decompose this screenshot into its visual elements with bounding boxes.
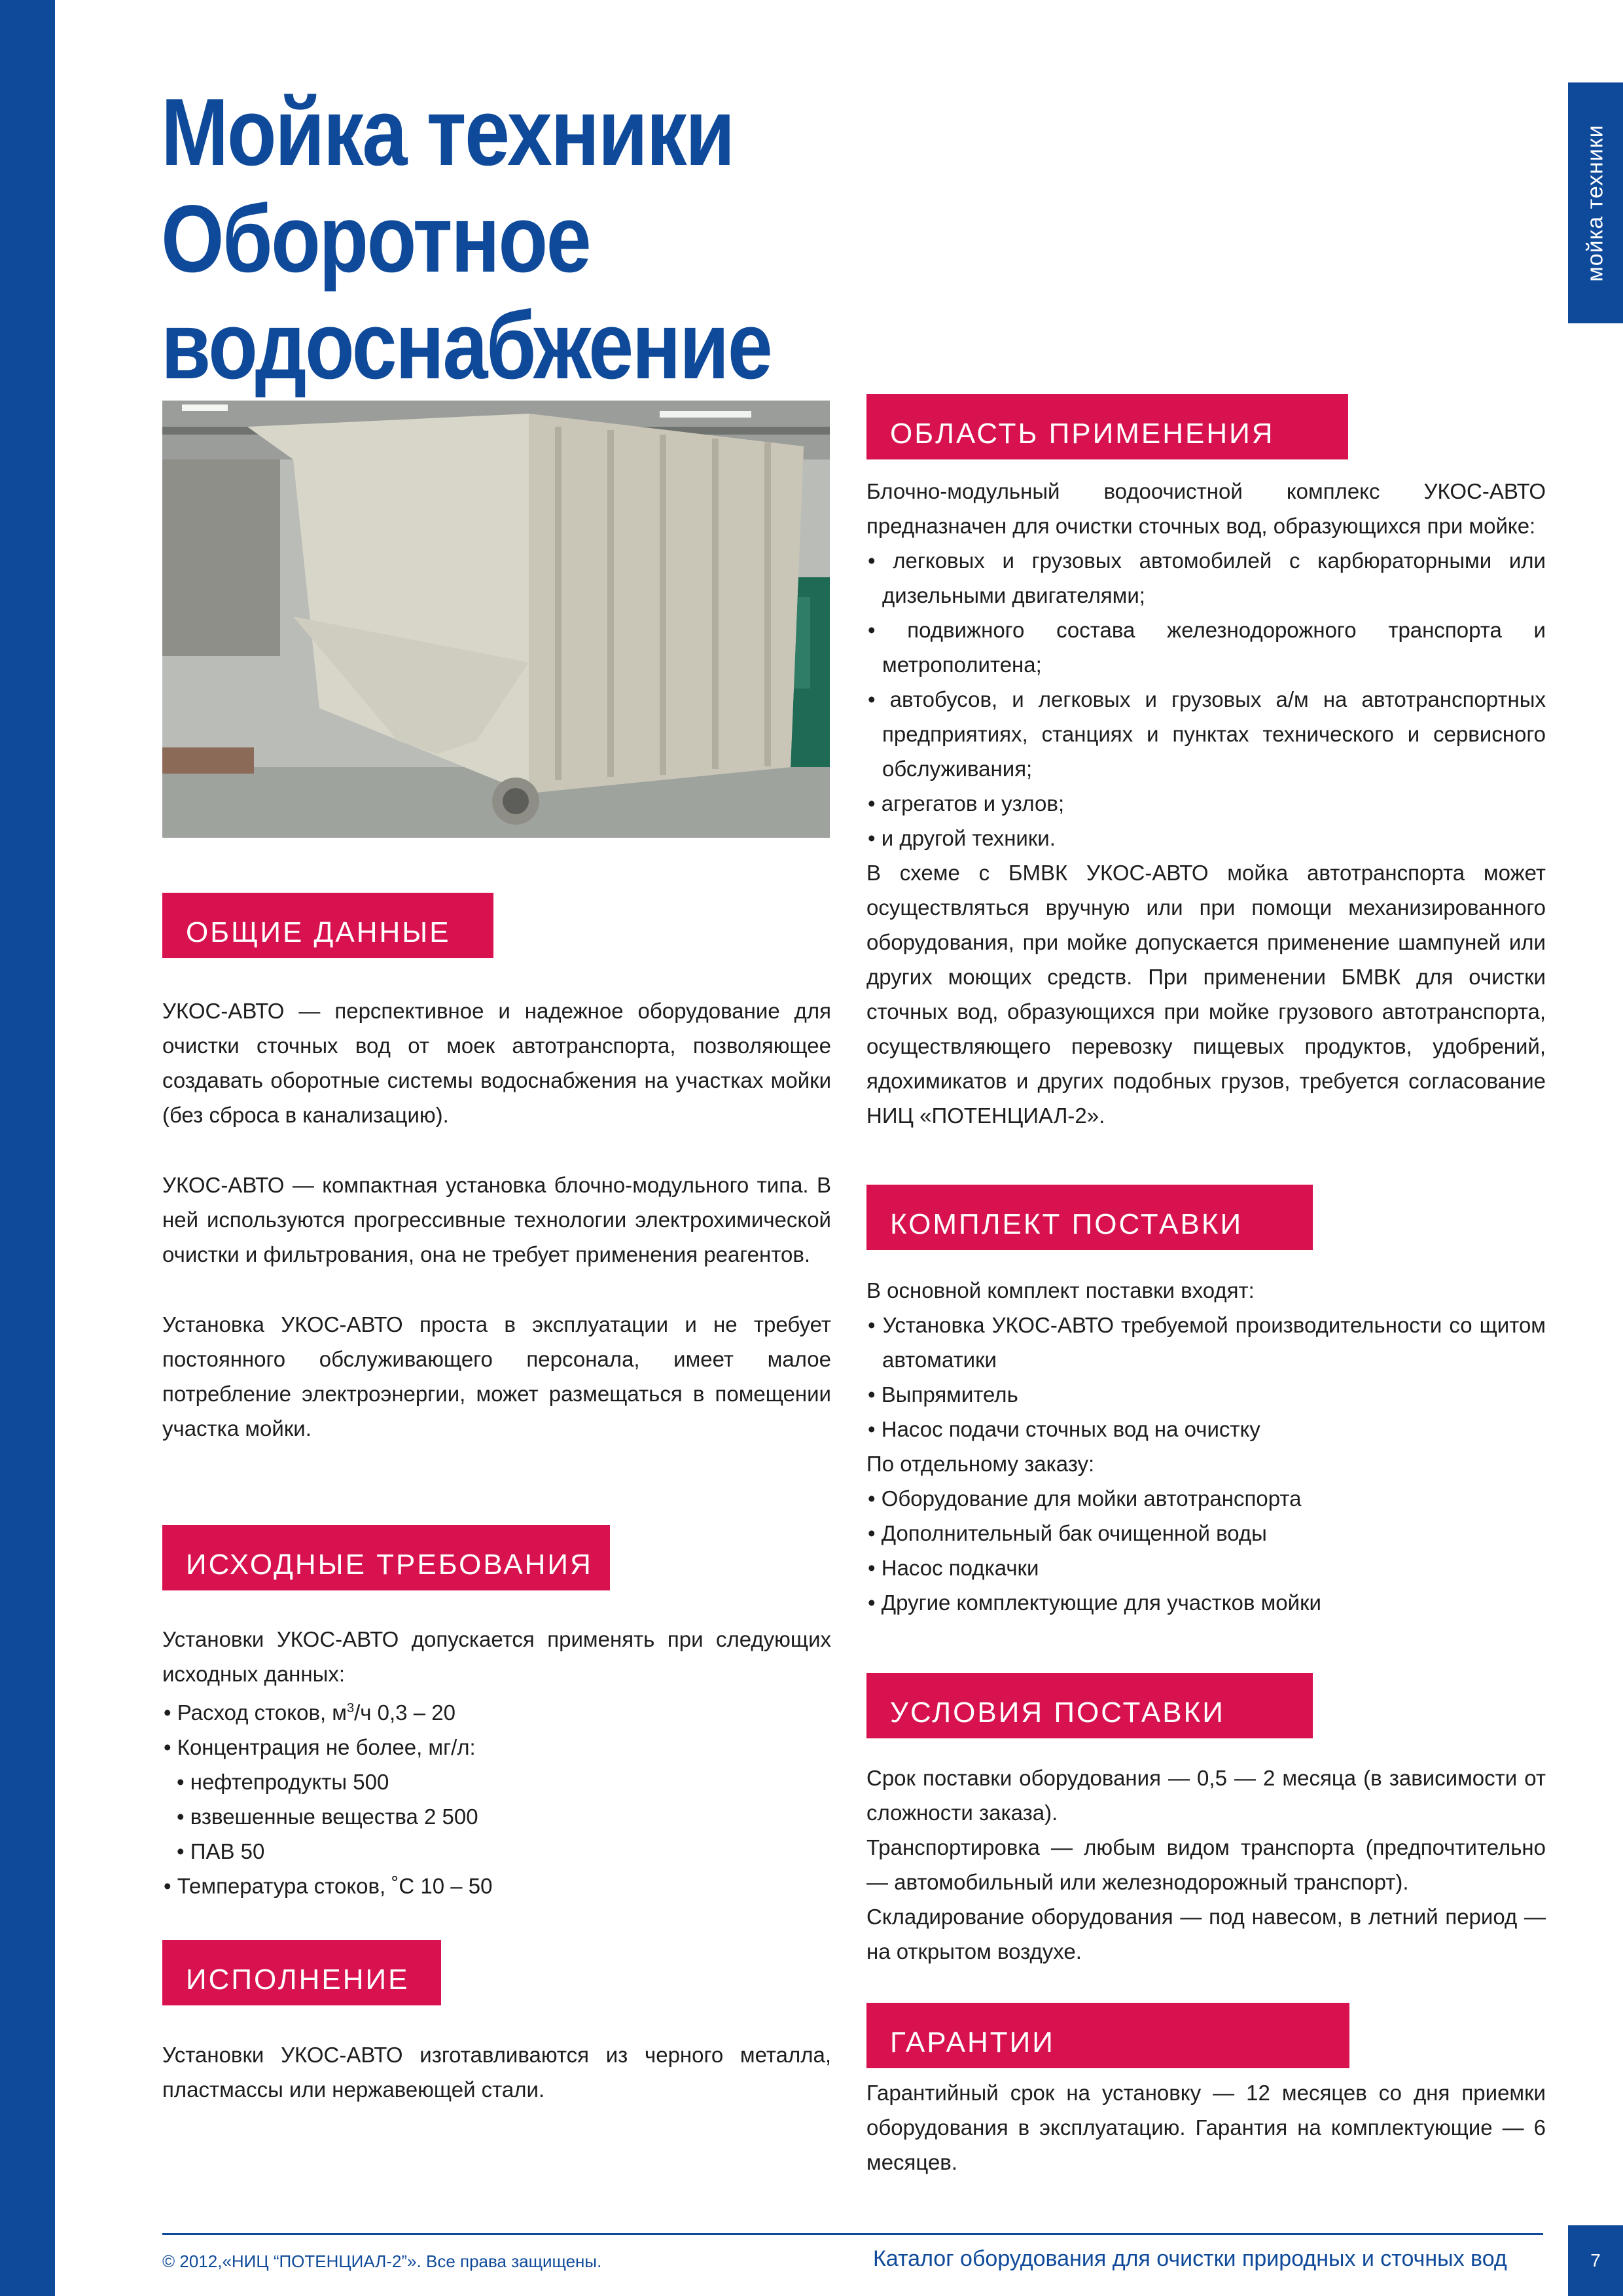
- title-line-3: водоснабжение: [161, 292, 772, 399]
- list-item: • подвижного состава железнодорожного транспорта и метрополитена;: [866, 613, 1546, 682]
- section-header-general: [162, 893, 493, 958]
- flow-value: /ч 0,3 – 20: [354, 1700, 455, 1725]
- section-header-warranty: [866, 2003, 1349, 2068]
- requirements-text: [162, 1622, 831, 1903]
- list-item: • Температура стоков, ˚С 10 – 50: [162, 1869, 831, 1903]
- list-item: • Насос подкачки: [866, 1551, 1546, 1585]
- list-item: • Оборудование для мойки автотранспорта: [866, 1481, 1546, 1516]
- flow-sup: 3: [347, 1701, 355, 1715]
- terms-paragraph: Транспортировка — любым видом транспорта (предпочтительно — автомобильный или железнодорожный транспорт).: [866, 1835, 1546, 1894]
- list-item: • легковых и грузовых автомобилей с карбюраторными или дизельными двигателями;: [866, 543, 1546, 613]
- section-header-delivery-set-label: КОМПЛЕКТ ПОСТАВКИ: [890, 1208, 1243, 1240]
- list-item: • Выпрямитель: [866, 1377, 1546, 1412]
- terms-text: [866, 1761, 1546, 1969]
- section-header-terms-label: УСЛОВИЯ ПОСТАВКИ: [890, 1696, 1225, 1729]
- equipment-photo: [162, 401, 830, 838]
- delivery-set-intro: В основной комплект поставки входят:: [866, 1278, 1255, 1302]
- general-paragraph: УКОС-АВТО — компактная установка блочно-модульного типа. В ней используются прогрессивные технологии электрохимической очистки и фильтрования, она не требует применения реагентов.: [162, 1173, 831, 1266]
- section-header-requirements: [162, 1525, 610, 1590]
- section-header-execution-label: ИСПОЛНЕНИЕ: [186, 1964, 410, 1996]
- section-header-general-label: ОБЩИЕ ДАННЫЕ: [186, 916, 451, 948]
- terms-paragraph: Срок поставки оборудования — 0,5 — 2 месяца (в зависимости от сложности заказа).: [866, 1766, 1546, 1825]
- execution-text: [162, 2037, 831, 2107]
- order-label: По отдельному заказу:: [866, 1452, 1095, 1476]
- footer-copyright: © 2012,«НИЦ “ПОТЕНЦИАЛ-2”». Все права защищены.: [162, 2251, 602, 2271]
- sub-list-item: • взвешенные вещества 2 500: [162, 1799, 831, 1834]
- delivery-set-text: [866, 1273, 1546, 1620]
- general-text: [162, 994, 831, 1446]
- requirements-intro: Установки УКОС-АВТО допускается применять при следующих исходных данных:: [162, 1627, 831, 1686]
- application-text: [866, 474, 1546, 1133]
- warranty-text: [866, 2075, 1546, 2179]
- section-header-terms: [866, 1673, 1313, 1738]
- warranty-paragraph: Гарантийный срок на установку — 12 месяцев со дня приемки оборудования в эксплуатацию. Гарантия на комплектующие — 6 месяцев.: [866, 2081, 1546, 2174]
- footer-catalog-title: Каталог оборудования для очистки природных и сточных вод: [873, 2246, 1507, 2271]
- sub-list-item: • ПАВ 50: [162, 1834, 831, 1869]
- list-item: • агрегатов и узлов;: [866, 786, 1546, 821]
- list-item: • и другой техники.: [866, 821, 1546, 855]
- page-number: [1568, 2225, 1623, 2296]
- list-item: • Установка УКОС-АВТО требуемой производительности со щитом автоматики: [866, 1308, 1546, 1377]
- flow-label: Расход стоков, м: [177, 1700, 347, 1725]
- section-header-requirements-label: ИСХОДНЫЕ ТРЕБОВАНИЯ: [186, 1549, 593, 1581]
- list-item: • Насос подачи сточных вод на очистку: [866, 1412, 1546, 1446]
- side-tab-label: мойка техники: [1582, 124, 1608, 282]
- sub-list-item: • нефтепродукты 500: [162, 1765, 831, 1799]
- list-item: [162, 1691, 831, 1730]
- list-item: • автобусов, и легковых и грузовых а/м на автотранспортных предприятиях, станциях и пунктах технического и сервисного обслуживания;: [866, 682, 1546, 786]
- title-line-2: Оборотное: [161, 185, 590, 292]
- footer-divider: [162, 2233, 1543, 2235]
- terms-paragraph: Складирование оборудования — под навесом, в летний период — на открытом воздухе.: [866, 1905, 1546, 1964]
- section-header-application: [866, 394, 1348, 459]
- list-item: • Концентрация не более, мг/л:: [162, 1730, 831, 1765]
- side-tab: [1568, 82, 1623, 323]
- title-line-1: Мойка техники: [161, 79, 734, 185]
- list-item: • Дополнительный бак очищенной воды: [866, 1516, 1546, 1551]
- page-title: [161, 79, 771, 399]
- general-paragraph: Установка УКОС-АВТО проста в эксплуатации и не требует постоянного обслуживающего персонала, имеет малое потребление электроэнергии, может размещаться в помещении участка мойки.: [162, 1312, 831, 1441]
- left-color-bar: [0, 0, 55, 2296]
- execution-paragraph: Установки УКОС-АВТО изготавливаются из черного металла, пластмассы или нержавеющей стали.: [162, 2043, 831, 2102]
- section-header-execution: [162, 1940, 441, 2005]
- application-outro: В схеме с БМВК УКОС-АВТО мойка автотранспорта может осуществляться вручную или при помощи механизированного оборудования, при мойке допускается применение шампуней или других моющих средств. При применении БМВК для очистки сточных вод, образующихся при мойке грузового автотранспорта, осуществляющего перевозку пищевых продуктов, удобрений, ядохимикатов и других подобных грузов, требуется согласование НИЦ «ПОТЕНЦИАЛ-2».: [866, 861, 1546, 1128]
- section-header-warranty-label: ГАРАНТИИ: [890, 2026, 1055, 2058]
- section-header-delivery-set: [866, 1185, 1313, 1250]
- section-header-application-label: ОБЛАСТЬ ПРИМЕНЕНИЯ: [890, 418, 1275, 450]
- application-intro: Блочно-модульный водоочистной комплекс УКОС-АВТО предназначен для очистки сточных вод, образующихся при мойке:: [866, 479, 1546, 538]
- general-paragraph: УКОС-АВТО — перспективное и надежное оборудование для очистки сточных вод от моек автотранспорта, позволяющее создавать оборотные системы водоснабжения на участках мойки (без сброса в канализацию).: [162, 999, 831, 1127]
- page-number-label: 7: [1590, 2250, 1601, 2270]
- list-item: • Другие комплектующие для участков мойки: [866, 1585, 1546, 1620]
